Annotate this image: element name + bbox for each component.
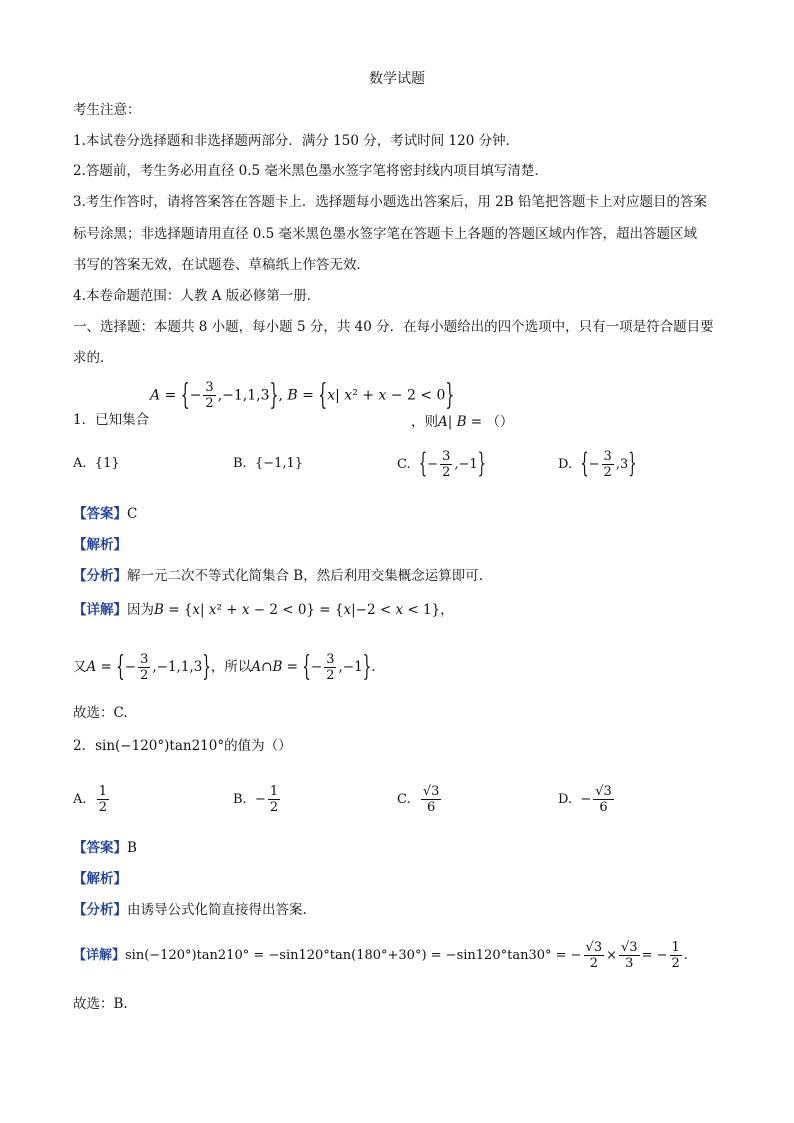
section-heading: 一、选择题：本题共 8 小题，每小题 5 分，共 40 分．在每小题给出的四个选项中，只有一项是符合题目要: [73, 319, 714, 335]
q1-stem-prefix: 1．已知集合: [73, 412, 150, 428]
q1-ask: （）: [486, 414, 514, 430]
q2-option-c: C. $\frac{√3}{6}$: [397, 784, 440, 815]
q1-result: 故选：C.: [73, 705, 128, 721]
q1-option-d: D. {− $\frac{3}{2}$ ,3}: [558, 448, 637, 481]
q1-detail-2: 又A = {− $\frac{3}{2}$ ,−1,1,3}，所以A∩B = {− $\frac{3}{2}$ ,−1}.: [73, 650, 376, 684]
detail-so: ，所以: [210, 659, 252, 675]
answer-value: B: [127, 840, 137, 856]
q1-jiexi: [73, 535, 127, 555]
section-heading-cont: 求的．: [73, 350, 114, 366]
q1-answer: [73, 504, 137, 524]
notice-item: 书写的答案无效，在试题卷、草稿纸上作答无效．: [73, 257, 370, 273]
q1-option-c: C. {− $\frac{3}{2}$ ,−1}: [397, 448, 486, 481]
answer-tag: 【答案】: [73, 840, 127, 856]
q2-option-b: B. − $\frac{1}{2}$: [233, 784, 279, 815]
fenxi-tag: 【分析】: [73, 568, 127, 584]
q1-stem-suffix: ，则A| B = （）: [411, 414, 514, 430]
q2-fenxi: [73, 900, 307, 920]
q2-jiexi: [73, 869, 127, 889]
q2-option-a: A. $\frac{1}{2}$: [73, 784, 108, 815]
notice-item: 1.本试卷分选择题和非选择题两部分．满分 150 分，考试时间 120 分钟．: [73, 133, 520, 149]
q1-detail-1: 【详解】因为B = {x| x² + x − 2 < 0} = {x|−2 < x < 1}，: [73, 602, 454, 618]
notice-item: 2.答题前，考生务必用直径 0.5 毫米黑色墨水签字笔将密封线内项目填写清楚．: [73, 163, 548, 179]
notice-item: 标号涂黑；非选择题请用直径 0.5 毫米黑色墨水签字笔在答题卡上各题的答题区域内作答，超出答题区域: [73, 226, 698, 242]
option-letter: B.: [233, 456, 247, 471]
q2-result: 故选：B.: [73, 996, 128, 1012]
jiexi-tag: 【解析】: [73, 537, 127, 553]
q1-option-b: B. {−1,1}: [233, 456, 304, 471]
answer-tag: 【答案】: [73, 506, 127, 522]
q2-detail: 【详解】sin(−120°)tan210° = −sin120°tan(180°+30°) = −sin120°tan30° = − $\frac{√3}{2}$ × $\frac{√3}{3}$ = − $\frac{1}{2}$ .: [73, 940, 688, 971]
q2-option-d: D. − $\frac{√3}{6}$: [558, 784, 612, 815]
jiexi-tag: 【解析】: [73, 871, 127, 887]
q1-fenxi: [73, 566, 483, 586]
fenxi-tag: 【分析】: [73, 902, 127, 918]
option-letter: B.: [233, 792, 247, 807]
fenxi-text: 解一元二次不等式化简集合 B，然后利用交集概念运算即可.: [127, 568, 484, 584]
notice-item: 4.本卷命题范围：人教 A 版必修第一册．: [73, 288, 321, 304]
detail-tag: 【详解】: [73, 948, 126, 963]
q1-option-a: A. {1}: [73, 456, 120, 471]
option-letter: A.: [73, 456, 87, 471]
option-letter: D.: [558, 457, 573, 472]
q1-set-definition: A = {− $\frac{3}{2}$ ,−1,1,3}, B = {x| x² + x − 2 < 0}: [150, 378, 455, 413]
notice-item: 3.考生作答时，请将答案答在答题卡上．选择题每小题选出答案后，用 2B 铅笔把答题卡上对应题目的答案: [73, 194, 707, 210]
notice-heading: 考生注意：: [73, 102, 141, 118]
fenxi-text: 由诱导公式化简直接得出答案.: [127, 902, 307, 918]
detail-and: 又: [73, 659, 87, 675]
option-letter: C.: [397, 457, 411, 472]
detail-because: 因为: [127, 602, 154, 618]
q1-suffix-text: ，则: [411, 414, 438, 430]
answer-value: C: [127, 506, 138, 522]
option-letter: C.: [397, 792, 411, 807]
q2-prefix: 2．: [73, 738, 96, 754]
option-letter: D.: [558, 792, 573, 807]
q2-suffix: 的值为（）: [224, 738, 292, 754]
page-title: 数学试题: [369, 71, 425, 87]
detail-tag: 【详解】: [73, 602, 127, 618]
q2-answer: [73, 838, 137, 858]
option-letter: A.: [73, 792, 87, 807]
q2-stem: 2．sin(−120°)tan210°的值为（）: [73, 738, 292, 754]
